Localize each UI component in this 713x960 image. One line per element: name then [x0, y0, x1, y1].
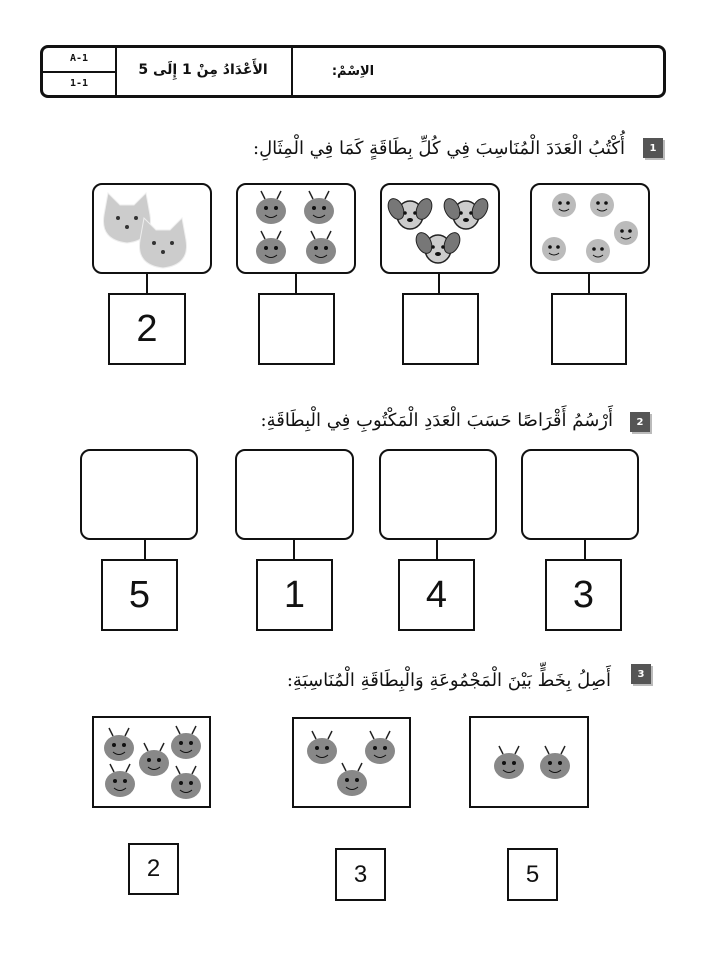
number-box-4: 3	[545, 559, 622, 631]
group-5-bugs[interactable]	[92, 716, 211, 808]
number-box-1: 5	[101, 559, 178, 631]
question-1-text: أُكْتُبُ الْعَدَدَ الْمُنَاسِبَ فِي كُلِّ بِطَاقَةٍ كَمَا فِي الْمِثَالِ:	[253, 138, 625, 159]
number-box-2: 1	[256, 559, 333, 631]
worksheet-title: الأَعْدَادُ مِنْ 1 إِلَى 5	[138, 62, 268, 78]
drawing-card-3[interactable]	[379, 449, 497, 540]
round-faces-icon	[532, 185, 648, 272]
group-3-bugs[interactable]	[292, 717, 411, 808]
match-number-2[interactable]: 3	[335, 848, 386, 901]
code-top: A-1	[69, 53, 89, 64]
picture-card-bugs-4	[236, 183, 356, 274]
question-3-text: أَصِلُ بِخَطٍّ بَيْنَ الْمَجْمُوعَةِ وَالْبِطَاقَةِ الْمُنَاسِبَةِ:	[286, 670, 611, 691]
match-number-1[interactable]: 2	[128, 843, 179, 895]
cat-faces-icon	[94, 185, 210, 272]
bug-faces-icon	[238, 185, 354, 272]
question-3-badge: 3	[631, 664, 651, 684]
code-box	[43, 48, 115, 95]
drawing-card-2[interactable]	[235, 449, 354, 540]
bug-group-icon	[94, 718, 209, 806]
answer-box-3[interactable]	[402, 293, 479, 365]
code-bottom: 1-1	[69, 78, 89, 89]
drawing-card-1[interactable]	[80, 449, 198, 540]
group-2-bugs[interactable]	[469, 716, 589, 808]
question-2-text: أَرْسُمُ أَقْرَاصًا حَسَبَ الْعَدَدِ الْمَكْتُوبِ فِي الْبِطَاقَةِ:	[260, 410, 613, 431]
question-1-badge: 1	[643, 138, 663, 158]
answer-box-2[interactable]	[258, 293, 335, 365]
drawing-card-4[interactable]	[521, 449, 639, 540]
picture-card-faces	[530, 183, 650, 274]
worksheet-header	[40, 45, 666, 98]
match-number-3[interactable]: 5	[507, 848, 558, 901]
name-label: الاِسْمْ:	[331, 64, 375, 79]
answer-box-4[interactable]	[551, 293, 627, 365]
bug-group-icon	[294, 719, 409, 806]
picture-card-dogs	[380, 183, 500, 274]
picture-card-cats	[92, 183, 212, 274]
dog-faces-icon	[382, 185, 498, 272]
answer-box-1: 2	[108, 293, 186, 365]
number-box-3: 4	[398, 559, 475, 631]
question-2-badge: 2	[630, 412, 650, 432]
bug-group-icon	[471, 718, 587, 806]
